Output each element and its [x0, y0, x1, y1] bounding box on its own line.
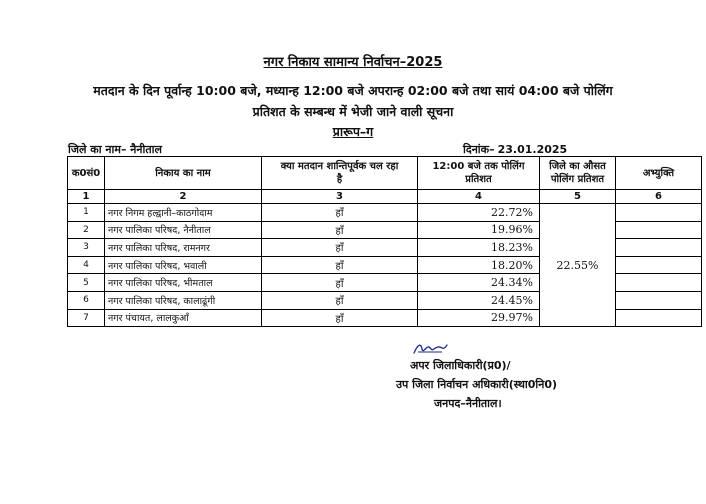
row-remarks — [616, 291, 702, 309]
row-percent: 24.45% — [418, 291, 540, 309]
document-subtitle — [58, 80, 648, 122]
row-body-name: नगर पालिका परिषद, भवाली — [105, 256, 262, 274]
signature-block — [380, 356, 580, 413]
row-remarks — [616, 274, 702, 292]
row-body-name: नगर पालिका परिषद, कालाढूंगी — [105, 291, 262, 309]
row-body-name: नगर पालिका परिषद, रामनगर — [105, 239, 262, 257]
column-number: 2 — [105, 190, 262, 204]
row-sno: 1 — [68, 204, 105, 222]
subtitle-line-2: प्रतिशत के सम्बन्ध में भेजी जाने वाली सूचना — [252, 104, 454, 119]
table-header-row — [68, 157, 702, 190]
row-remarks — [616, 204, 702, 222]
row-peaceful: हाँ — [262, 221, 418, 239]
row-body-name: नगर पालिका परिषद, भीमताल — [105, 274, 262, 292]
row-percent: 22.72% — [418, 204, 540, 222]
polling-table — [67, 156, 702, 327]
row-sno: 7 — [68, 309, 105, 327]
row-percent: 29.97% — [418, 309, 540, 327]
subtitle-line-1: मतदान के दिन पूर्वान्ह 10:00 बजे, मध्यान्ह 12:00 बजे अपरान्ह 02:00 बजे तथा सायं 04:00 बजे पोलिंग — [93, 83, 613, 98]
row-sno: 3 — [68, 239, 105, 257]
row-body-name: नगर पंचायत, लालकुआँ — [105, 309, 262, 327]
header-peaceful: क्या मतदान शान्तिपूर्वक चल रहा है — [262, 157, 418, 190]
row-sno: 6 — [68, 291, 105, 309]
signature-designation-2: उप जिला निर्वाचन अधिकारी(स्था0नि0) — [396, 378, 558, 391]
row-remarks — [616, 221, 702, 239]
row-sno: 2 — [68, 221, 105, 239]
row-peaceful: हाँ — [262, 309, 418, 327]
form-label: प्रारूप–ग — [332, 124, 374, 139]
column-number-row — [68, 190, 702, 204]
header-body-name: निकाय का नाम — [105, 157, 262, 190]
header-poll-12: 12:00 बजे तक पोलिंग प्रतिशत — [418, 157, 540, 190]
signature-designation-1: अपर जिलाधिकारी(प्र0)/ — [410, 359, 511, 372]
row-percent: 18.20% — [418, 256, 540, 274]
column-number: 1 — [68, 190, 105, 204]
district-name: जिले का नाम– नैनीताल — [68, 143, 162, 156]
row-sno: 5 — [68, 274, 105, 292]
row-peaceful: हाँ — [262, 256, 418, 274]
row-peaceful: हाँ — [262, 204, 418, 222]
row-sno: 4 — [68, 256, 105, 274]
row-percent: 18.23% — [418, 239, 540, 257]
district-average: 22.55% — [540, 204, 616, 327]
document-title: नगर निकाय सामान्य निर्वाचन–2025 — [263, 55, 443, 70]
row-body-name: नगर पालिका परिषद, नैनीताल — [105, 221, 262, 239]
row-remarks — [616, 256, 702, 274]
column-number: 5 — [540, 190, 616, 204]
date-label: दिनांक– — [463, 143, 495, 156]
row-remarks — [616, 309, 702, 327]
column-number: 6 — [616, 190, 702, 204]
header-district-avg: जिले का औसत पोलिंग प्रतिशत — [540, 157, 616, 190]
row-percent: 19.96% — [418, 221, 540, 239]
signature-district: जनपद–नैनीताल। — [434, 397, 502, 410]
row-peaceful: हाँ — [262, 239, 418, 257]
row-body-name: नगर निगम हल्द्वानी–काठगोदाम — [105, 204, 262, 222]
column-number: 4 — [418, 190, 540, 204]
header-sno: क0सं0 — [68, 157, 105, 190]
row-remarks — [616, 239, 702, 257]
table-row — [68, 204, 702, 222]
row-peaceful: हाँ — [262, 274, 418, 292]
row-peaceful: हाँ — [262, 291, 418, 309]
header-remarks: अभ्युक्ति — [616, 157, 702, 190]
date-value: 23.01.2025 — [497, 143, 568, 156]
row-percent: 24.34% — [418, 274, 540, 292]
date-field — [463, 142, 567, 157]
signature-scribble — [412, 340, 448, 356]
column-number: 3 — [262, 190, 418, 204]
